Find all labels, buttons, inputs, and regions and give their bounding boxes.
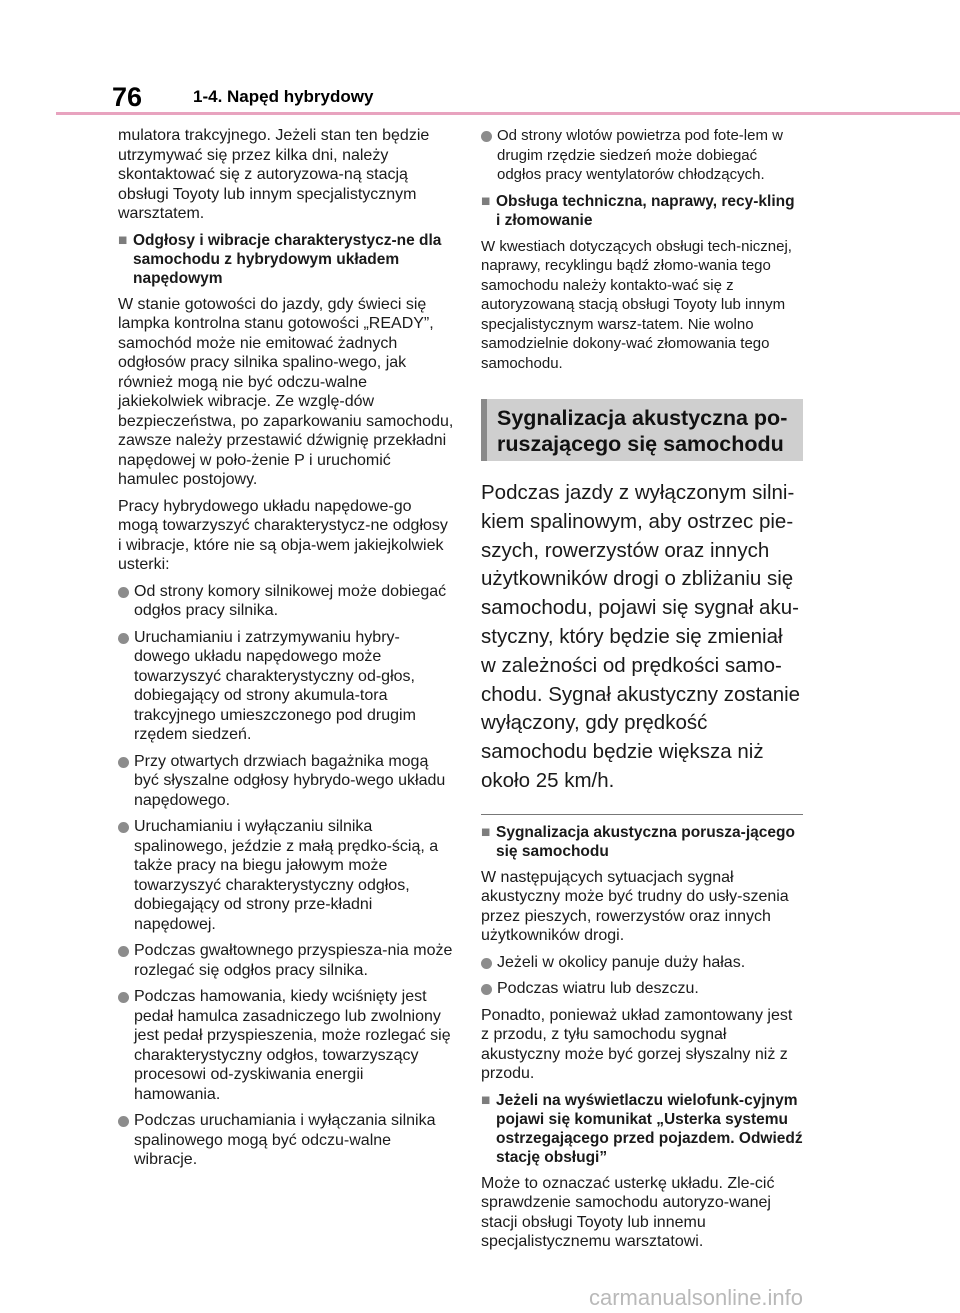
header-rule <box>56 112 960 115</box>
right-column <box>481 126 803 1259</box>
list-item: Uruchamianiu i zatrzymywaniu hybry-dowego układu napędowego może towarzyszyć charakterystyczny od-głos, dobiegający od strony akumula-tora trakcyjnego umieszczonego pod drugim rzędem siedzeń. <box>118 628 454 745</box>
square-bullet-icon: ■ <box>481 192 491 210</box>
circle-bullet-icon <box>118 822 129 833</box>
conditions-paragraph: W następujących sytuacjach sygnał akustyczny może być trudny do usły-szenia przez pieszych, rowerzystów oraz innych użytkowników drogi. <box>481 868 789 945</box>
circle-bullet-icon <box>481 131 492 142</box>
subheading-text: Jeżeli na wyświetlaczu wielofunk-cyjnym pojawi się komunikat „Usterka systemu ostrzegającego przed pojazdem. Odwiedź stację obsługi” <box>496 1091 803 1166</box>
subheading-maintenance <box>481 192 803 230</box>
circle-bullet-icon <box>118 587 129 598</box>
list-item: Przy otwartych drzwiach bagażnika mogą być słyszalne odgłosy hybrydo-wego układu napędowego. <box>118 752 454 811</box>
left-column <box>118 126 454 1177</box>
list-item: Uruchamianiu i wyłączaniu silnika spalinowego, jeździe z małą prędko-ścią, a także pracy na biegu jałowym może towarzyszyć charakterystyczny odgłos, dobiegający od strony prze-kładni napędowej. <box>118 817 454 934</box>
list-item: Podczas wiatru lub deszczu. <box>481 979 803 999</box>
circle-bullet-icon <box>118 633 129 644</box>
subheading-noise-vibration <box>118 231 454 288</box>
list-item: Od strony komory silnikowej może dobiegać odgłos pracy silnika. <box>118 582 454 621</box>
banner-title: Sygnalizacja akustyczna po-ruszającego się samochodu <box>497 406 788 456</box>
section-banner <box>481 399 803 461</box>
circle-bullet-icon <box>118 992 129 1003</box>
fault-paragraph: Może to oznaczać usterkę układu. Zle-cić sprawdzenie samochodu autoryzo-wanej stacji obsługi Toyoty lub innemu specjalistycznemu warsztatowi. <box>481 1174 775 1251</box>
front-mount-paragraph: Ponadto, ponieważ układ zamontowany jest z przodu, z tyłu samochodu sygnał akustyczny może być gorzej słyszalny niż z przodu. <box>481 1006 793 1083</box>
noise-intro-paragraph: Pracy hybrydowego układu napędowe-go mogą towarzyszyć charakterystycz-ne odgłosy i wibracje, które nie są obja-wem jakiejkolwiek usterki: <box>118 497 448 573</box>
intro-paragraph: Podczas jazdy z wyłączonym silni-kiem spalinowym, aby ostrzec pie-szych, rowerzystów oraz innych użytkowników drogi o zbliżaniu się samochodu, pojawi się sygnał aku-styczny, który będzie się zmieniał w zależności od prędkości samo-chodu. Sygnał akustyczny zostanie wyłączony, gdy prędkość samochodu będzie większa niż około 25 km/h. <box>481 481 801 792</box>
square-bullet-icon: ■ <box>481 1091 491 1109</box>
list-item: Podczas gwałtownego przyspiesza-nia może rozlegać się odgłos pracy silnika. <box>118 941 454 980</box>
divider <box>481 814 803 815</box>
subheading-text: Sygnalizacja akustyczna porusza-jącego się samochodu <box>496 823 795 860</box>
list-item: Podczas uruchamiania i wyłączania silnika spalinowego mogą być odczu-walne wibracje. <box>118 1111 454 1170</box>
subheading-text: Odgłosy i wibracje charakterystycz-ne dla samochodu z hybrydowym układem napędowym <box>133 231 442 287</box>
subheading-text: Obsługa techniczna, naprawy, recy-kling i złomowanie <box>496 192 795 229</box>
list-item: Jeżeli w okolicy panuje duży hałas. <box>481 953 803 973</box>
circle-bullet-icon <box>481 958 492 969</box>
continuation-paragraph: mulatora trakcyjnego. Jeżeli stan ten będzie utrzymywać się przez kilka dni, należy skontaktować się z autoryzowa-ną stacją obsługi Toyoty lub innym specjalistycznym warsztatem. <box>118 127 430 222</box>
section-title: 1-4. Napęd hybrydowy <box>193 87 374 106</box>
circle-bullet-icon <box>118 1116 129 1127</box>
ready-paragraph: W stanie gotowości do jazdy, gdy świeci się lampka kontrolna stanu gotowości „READY”, samochód może nie emitować żadnych odgłosów pracy silnika spalino-wego, jak również mogą nie być odczu-walne jakiekolwiek wibracje. Ze wzglę-dów bezpieczeństwa, po zaparkowaniu samochodu, zawsze należy przestawić dźwignię przekładni napędowej w poło-żenie P i uruchomić hamulec postojowy. <box>118 295 454 488</box>
list-item: Od strony wlotów powietrza pod fote-lem w drugim rzędzie siedzeń może dobiegać odgłos pracy wentylatorów chłodzących. <box>481 126 803 185</box>
maintenance-paragraph: W kwestiach dotyczących obsługi tech-nicznej, naprawy, recyklingu bądź złomo-wania tego samochodu należy kontakto-wać się z autoryzowaną stacją obsługi Toyoty lub innym specjalistycznym warsz-tatem. Nie wolno samodzielnie dokony-wać złomowania tego samochodu. <box>481 237 792 372</box>
page-header <box>0 0 960 118</box>
watermark: carmanualsonline.info <box>589 1285 804 1310</box>
page-number: 76 <box>112 82 143 112</box>
circle-bullet-icon <box>118 757 129 768</box>
square-bullet-icon: ■ <box>118 231 128 249</box>
list-item: Podczas hamowania, kiedy wciśnięty jest pedał hamulca zasadniczego lub zwolniony jest pedał przyspieszenia, może rozlegać się charakterystyczny odgłos, towarzyszący procesowi od-zyskiwania energii hamowania. <box>118 987 454 1104</box>
subheading-acoustic-signal <box>481 823 803 861</box>
circle-bullet-icon <box>481 984 492 995</box>
subheading-warning-message <box>481 1091 803 1167</box>
circle-bullet-icon <box>118 946 129 957</box>
square-bullet-icon: ■ <box>481 823 491 841</box>
